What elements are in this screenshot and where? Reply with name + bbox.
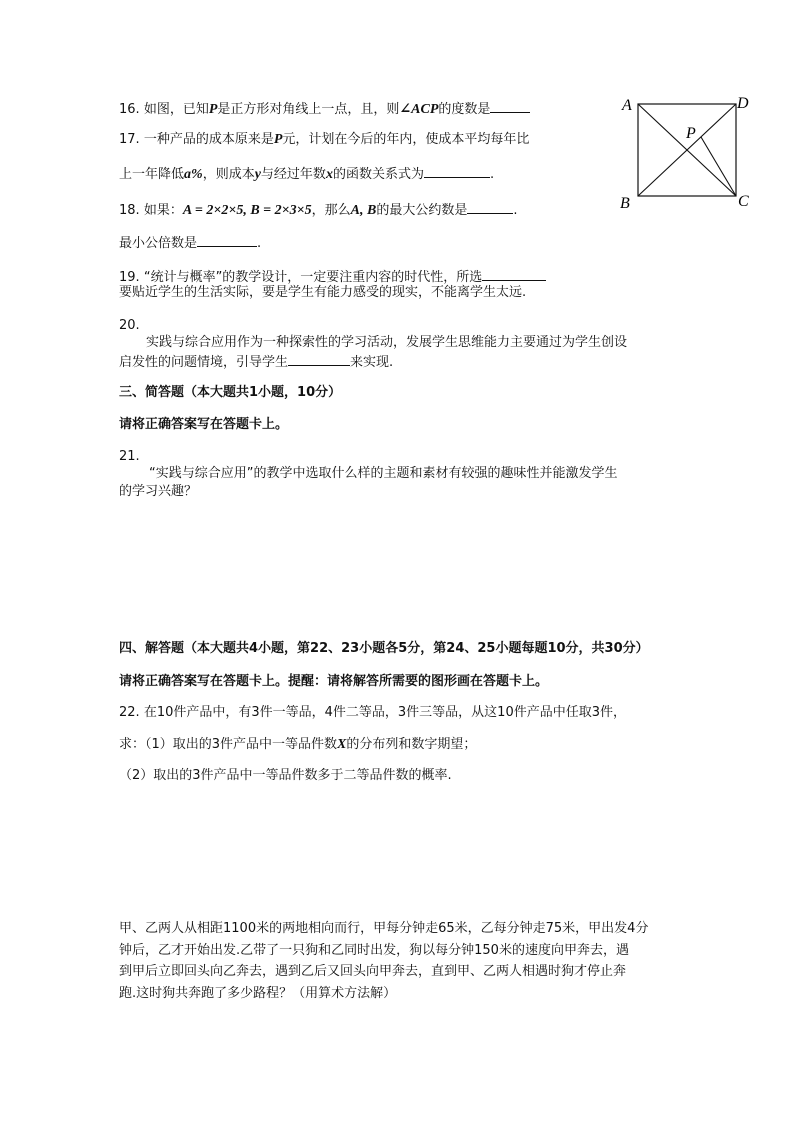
answer-blank[interactable] — [424, 164, 490, 178]
label-a: A — [622, 97, 632, 114]
label-d: D — [737, 95, 749, 112]
section-4-instruction: 请将正确答案写在答题卡上。提醒：请将解答所需要的图形画在答题卡上。 — [119, 674, 549, 689]
question-20: 实践与综合应用作为一种探索性的学习活动，发展学生思维能力主要通过为学生创设 — [146, 335, 628, 350]
answer-blank[interactable] — [467, 200, 513, 214]
section-3-title: 三、简答题（本大题共1小题，10分） — [119, 385, 342, 400]
question-20-line2: 启发性的问题情境，引导学生 来实现. — [119, 352, 393, 372]
question-18-line2: 最小公倍数是 . — [119, 233, 261, 253]
question-16: 16. 如图，已知P是正方形对角线上一点，且，则∠ACP的度数是 — [119, 99, 530, 119]
question-20-number: 20. — [119, 318, 140, 333]
question-21: “实践与综合应用”的教学中选取什么样的主题和素材有较强的趣味性并能激发学生 — [149, 466, 618, 481]
section-3-instruction: 请将正确答案写在答题卡上。 — [119, 417, 289, 432]
label-p: P — [686, 125, 696, 142]
question-23-line1: 甲、乙两人从相距1100米的两地相向而行，甲每分钟走65米，乙每分钟走75米，甲出发4分 — [119, 921, 649, 936]
question-17-line2: 上一年降低a%，则成本y与经过年数x的函数关系式为 . — [119, 164, 494, 184]
question-23-line3: 到甲后立即回头向乙奔去，遇到乙后又回头向甲奔去，直到甲、乙两人相遇时狗才停止奔 — [119, 964, 627, 979]
label-b: B — [620, 195, 630, 212]
question-23-line4: 跑.这时狗共奔跑了多少路程？（用算术方法解） — [119, 986, 397, 1001]
question-21-line2: 的学习兴趣？ — [119, 484, 198, 499]
answer-blank[interactable] — [288, 352, 350, 366]
answer-blank[interactable] — [482, 267, 546, 281]
question-19: 19. “统计与概率”的教学设计，一定要注重内容的时代性，所选 — [119, 267, 546, 287]
question-21-number: 21. — [119, 449, 140, 464]
question-18: 18. 如果：A = 2×2×5, B = 2×3×5，那么A, B的最大公约数是 . — [119, 200, 517, 220]
square-diagram — [616, 92, 756, 212]
question-22-part2: （2）取出的3件产品中一等品件数多于二等品件数的概率. — [119, 768, 452, 783]
question-22-part1: 求：（1）取出的3件产品中一等品件数X的分布列和数字期望； — [119, 737, 477, 752]
answer-blank[interactable] — [197, 233, 257, 247]
section-4-title: 四、解答题（本大题共4小题，第22、23小题各5分，第24、25小题每题10分，共30分） — [119, 641, 649, 656]
question-22: 22. 在10件产品中，有3件一等品，4件二等品，3件三等品，从这10件产品中任取3件， — [119, 705, 626, 720]
question-23-line2: 钟后，乙才开始出发.乙带了一只狗和乙同时出发，狗以每分钟150米的速度向甲奔去，遇 — [119, 943, 629, 958]
segment-pc — [701, 137, 736, 196]
question-17: 17. 一种产品的成本原来是P元，计划在今后的年内，使成本平均每年比 — [119, 132, 530, 147]
answer-blank[interactable] — [490, 99, 530, 113]
label-c: C — [738, 193, 749, 210]
question-19-line2: 要贴近学生的生活实际，要是学生有能力感受的现实，不能离学生太远. — [119, 285, 527, 300]
